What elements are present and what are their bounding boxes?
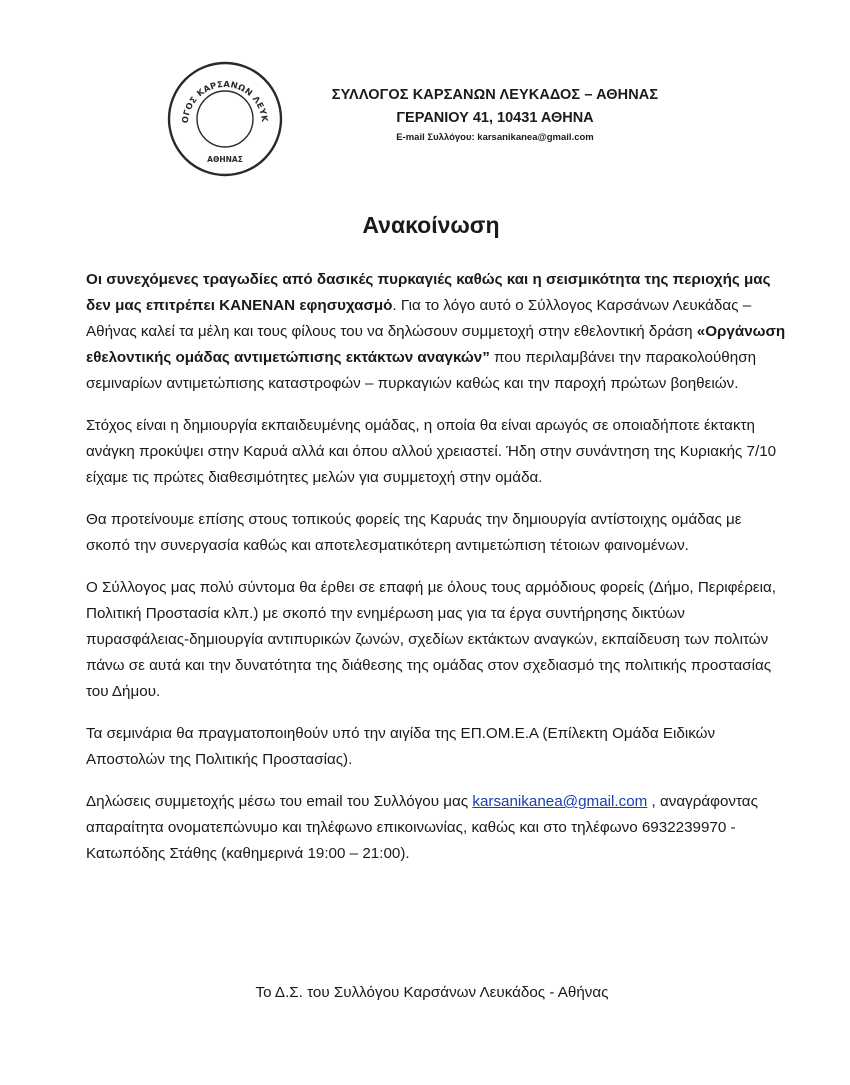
paragraph-1-bold-2: «Οργάνωση εθελοντικής ομάδας αντιμετώπισης εκτάκτων αναγκών”	[86, 323, 786, 366]
association-seal-logo	[166, 60, 284, 178]
paragraph-1-text: . Για το λόγο αυτό ο Σύλλογος Καρσάνων Λευκάδας – Αθήνας καλεί τα μέλη και τους φίλους του να δηλώσουν συμμετοχή στην εθελοντική δράση	[86, 297, 752, 340]
page-title: Ανακοίνωση	[362, 212, 500, 238]
email-link[interactable]: karsanikanea@gmail.com	[472, 793, 648, 810]
org-name: ΣΥΛΛΟΓΟΣ ΚΑΡΣΑΝΩΝ ΛΕΥΚΑΔΟΣ – ΑΘΗΝΑΣ	[331, 87, 659, 103]
paragraph-3: Θα προτείνουμε επίσης στους τοπικούς φορείς της Καρυάς την δημιουργία αντίστοιχης ομάδας με σκοπό την συνεργασία καθώς και αποτελεσματικότερη αντιμετώπιση τέτοιων φαινομένων.	[86, 511, 742, 554]
org-email: E-mail Συλλόγου: karsanikanea@gmail.com	[396, 132, 594, 143]
signature-line: Το Δ.Σ. του Συλλόγου Καρσάνων Λευκάδος - Αθήνας	[255, 984, 609, 1001]
paragraph-1-text-2: που περιλαμβάνει την παρακολούθηση σεμιναρίων αντιμετώπισης καταστροφών – πυρκαγιών καθώς και την παροχή πρώτων βοηθειών.	[86, 349, 757, 392]
paragraph-4: Ο Σύλλογος μας πολύ σύντομα θα έρθει σε επαφή με όλους τους αρμόδιους φορείς (Δήμο, Περιφέρεια, Πολιτική Προστασία κλπ.) με σκοπό την ενημέρωση μας για τα έργα συντήρησης δικτύων πυρασφάλειας-δημιουργία αντιπυρικών ζωνών, σχεδίων εκτάκτων αναγκών, εκπαίδευση των πολιτών πάνω σε αυτά και την δυνατότητα της διάθεσης της ομάδας στον σχεδιασμό της πολιτικής προστασίας του Δήμου.	[86, 579, 776, 700]
paragraph-1	[86, 267, 786, 397]
paragraph-2: Στόχος είναι η δημιουργία εκπαιδευμένης ομάδας, η οποία θα είναι αρωγός σε οποιαδήποτε έκτακτη ανάγκη προκύψει στην Καρυά αλλά και όπου αλλού χρειαστεί. Ήδη στην συνάντηση της Κυριακής 7/10 είχαμε τις πρώτες διαθεσιμότητες μελών για συμμετοχή στην ομάδα.	[86, 417, 777, 486]
paragraph-1-bold: Οι συνεχόμενες τραγωδίες από δασικές πυρκαγιές καθώς και η σεισμικότητα της περιοχής μας δεν μας επιτρέπει ΚΑΝΕΝΑΝ εφησυχασμό	[86, 271, 771, 314]
letterhead	[300, 86, 690, 145]
paragraph-5: Τα σεμινάρια θα πραγματοποιηθούν υπό την αιγίδα της ΕΠ.ΟΜ.Ε.Α (Επίλεκτη Ομάδα Ειδικών Αποστολών της Πολιτικής Προστασίας).	[86, 725, 716, 768]
paragraph-6	[86, 789, 786, 867]
seal-top-text: ΟΓΟΣ ΚΑΡΣΑΝΩΝ ΛΕΥΚ	[179, 78, 271, 124]
paragraph-6-after: , αναγράφοντας απαραίτητα ονοματεπώνυμο και τηλέφωνο επικοινωνίας, καθώς και στο τηλέφωνο 6932239970 - Κατωπόδης Στάθης (καθημερινά 19:00 – 21:00).	[86, 793, 758, 862]
announcement-body	[86, 267, 786, 883]
seal-bottom-text: ΑΘΗΝΑΣ	[207, 155, 243, 164]
org-address: ΓΕΡΑΝΙΟΥ 41, 10431 ΑΘΗΝΑ	[396, 110, 594, 126]
paragraph-6-before: Δηλώσεις συμμετοχής μέσω του email του Συλλόγου μας	[86, 793, 473, 810]
